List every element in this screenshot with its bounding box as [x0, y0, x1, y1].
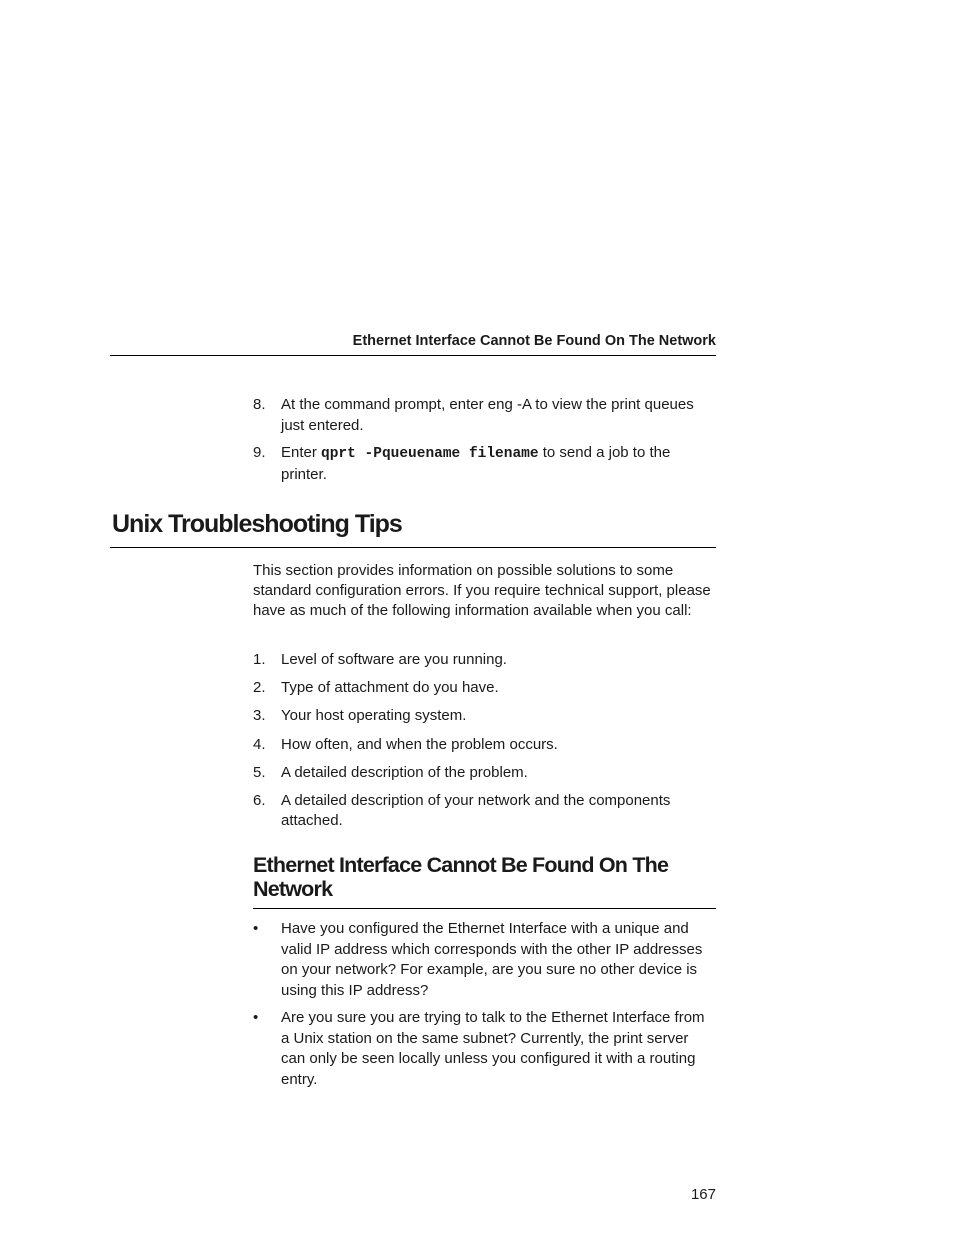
list-text: Level of software are you running.: [281, 651, 507, 668]
list-text: Are you sure you are trying to talk to the Ethernet Interface from a Unix station on the same subnet? Currently, the print server can only be seen locally unless you configured it with a routing entry.: [281, 1009, 705, 1088]
list-item: [253, 650, 716, 671]
list-item: [253, 1008, 716, 1090]
bullet-list: [253, 919, 716, 1090]
list-number: 1.: [253, 651, 266, 668]
list-number: 4.: [253, 735, 266, 753]
list-number: 3.: [253, 707, 266, 725]
list-number: 2.: [253, 679, 266, 697]
list-number: 6.: [253, 791, 266, 809]
list-text: Your host operating system.: [281, 707, 467, 725]
info-list: [253, 650, 716, 832]
header-rule: [110, 355, 716, 356]
command-text: qprt -Pqueuename filename: [321, 446, 539, 462]
list-item: [253, 735, 716, 756]
list-text-after: to send a job to the printer.: [281, 444, 671, 483]
list-item: [253, 678, 716, 699]
bullet-icon: •: [253, 920, 259, 937]
list-item: [253, 395, 716, 436]
section-title: Unix Troubleshooting Tips: [112, 510, 402, 538]
list-text: At the command prompt, enter eng -A to view the print queues just entered.: [281, 396, 694, 434]
list-text: Type of attachment do you have.: [281, 679, 499, 697]
steps-continued-list: [253, 395, 716, 485]
list-item: [253, 443, 716, 485]
subsection-rule: [253, 908, 716, 909]
list-number: 9.: [253, 444, 266, 461]
subsection-title: Ethernet Interface Cannot Be Found On The Network: [253, 853, 669, 901]
bullet-icon: •: [253, 1009, 259, 1026]
running-header: Ethernet Interface Cannot Be Found On The Network: [352, 333, 716, 349]
list-item: [253, 706, 716, 727]
page-number: 167: [690, 1186, 716, 1203]
list-text: A detailed description of your network and the components attached.: [281, 791, 671, 830]
list-text: A detailed description of the problem.: [281, 763, 528, 781]
section-intro: This section provides information on possible solutions to some standard configuration errors. If you require technical support, please have as much of the following information available when you call:: [253, 562, 711, 620]
list-item: [253, 919, 716, 1001]
list-item: [253, 791, 716, 832]
list-number: 5.: [253, 763, 266, 781]
list-item: [253, 763, 716, 784]
list-text-before: Enter: [281, 444, 322, 461]
list-text: Have you configured the Ethernet Interface with a unique and valid IP address which corresponds with the other IP addresses on your network? For example, are you sure no other device is using this IP address?: [281, 920, 703, 999]
list-text: How often, and when the problem occurs.: [281, 735, 558, 753]
section-rule: [110, 547, 716, 548]
list-number: 8.: [253, 396, 266, 413]
